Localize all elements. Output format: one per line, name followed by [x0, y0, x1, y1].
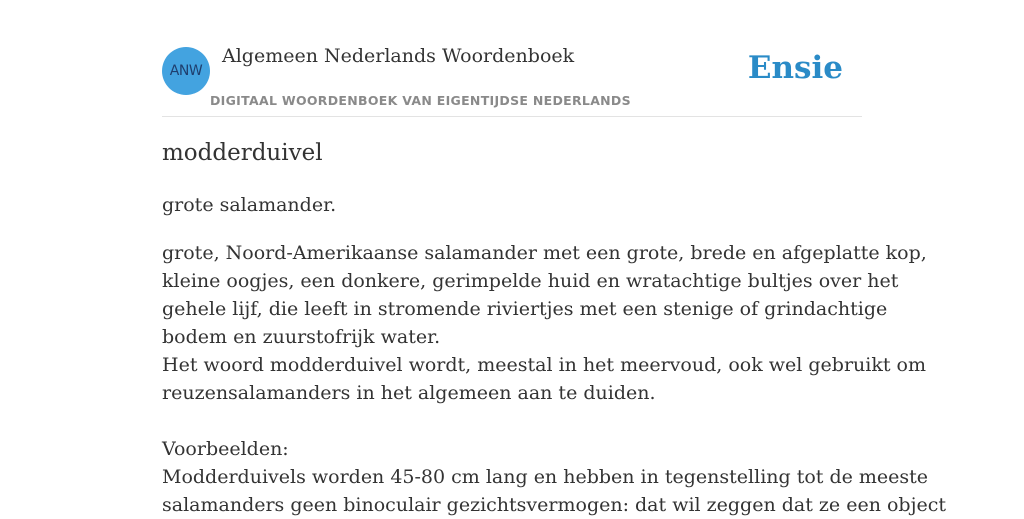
- definition-line: bodem en zuurstofrijk water.: [162, 326, 441, 348]
- anw-logo[interactable]: ANW: [162, 47, 210, 95]
- definition-line: Het woord modderduivel wordt, meestal in het meervoud, ook wel gebruikt om: [162, 354, 926, 376]
- site-title[interactable]: Algemeen Nederlands Woordenboek: [222, 45, 575, 67]
- ensie-logo[interactable]: Ensie: [747, 50, 843, 86]
- long-definition: [162, 239, 946, 519]
- examples-label: Voorbeelden:: [162, 438, 289, 460]
- example-line: salamanders geen binoculair gezichtsvermogen: dat wil zeggen dat ze een object: [162, 494, 946, 516]
- site-header: [162, 0, 862, 117]
- definition-line: kleine oogjes, een donkere, gerimpelde huid en wratachtige bultjes over het: [162, 270, 899, 292]
- short-definition: grote salamander.: [162, 194, 337, 216]
- spacer: [162, 407, 862, 435]
- definition-line: reuzensalamanders in het algemeen aan te duiden.: [162, 382, 656, 404]
- definition-line: gehele lijf, die leeft in stromende riviertjes met een stenige of grindachtige: [162, 298, 888, 320]
- entry-word: modderduivel: [162, 140, 323, 166]
- example-line: Modderduivels worden 45-80 cm lang en hebben in tegenstelling tot de meeste: [162, 466, 929, 488]
- page: [162, 0, 946, 516]
- site-subtitle: DIGITAAL WOORDENBOEK VAN EIGENTIJDSE NEDERLANDS: [210, 93, 631, 108]
- definition-line: grote, Noord-Amerikaanse salamander met een grote, brede en afgeplatte kop,: [162, 242, 927, 264]
